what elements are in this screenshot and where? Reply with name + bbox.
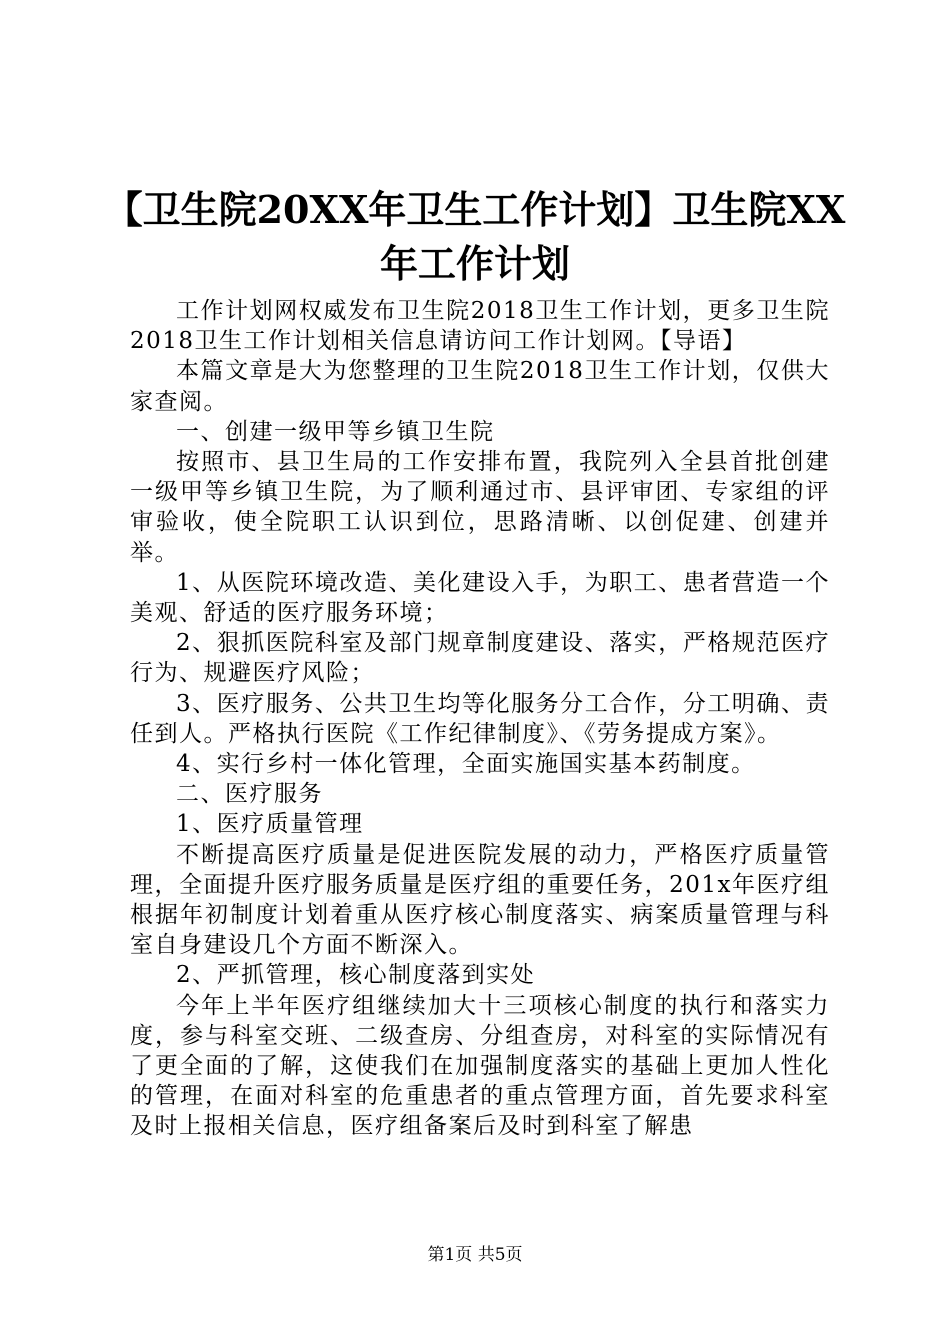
paragraph: 工作计划网权威发布卫生院2018卫生工作计划，更多卫生院2018卫生工作计划相关信息请访问工作计划网。【导语】 (130, 298, 830, 355)
document-title (100, 183, 850, 291)
subsection-heading: 2、严抓管理，核心制度落到实处 (176, 962, 536, 989)
paragraph: 不断提高医疗质量是促进医院发展的动力，严格医疗质量管理，全面提升医疗服务质量是医疗组的重要任务，201x年医疗组根据年初制度计划着重从医疗核心制度落实、病案质量管理与科室自身建设几个方面不断深入。 (130, 841, 830, 959)
document-title-text: 【卫生院20XX年卫生工作计划】卫生院XX年工作计划 (104, 187, 846, 286)
subsection-heading: 1、医疗质量管理 (176, 811, 364, 838)
list-item: 4、实行乡村一体化管理，全面实施国实基本药制度。 (176, 751, 756, 778)
list-item: 3、医疗服务、公共卫生均等化服务分工合作，分工明确、责任到人。严格执行医院《工作纪律制度》、《劳务提成方案》。 (130, 690, 830, 747)
paragraph: 按照市、县卫生局的工作安排布置，我院列入全县首批创建一级甲等乡镇卫生院，为了顺利通过市、县评审团、专家组的评审验收，使全院职工认识到位，思路清晰、以创促建、创建并举。 (130, 449, 830, 566)
section-heading: 二、医疗服务 (176, 781, 323, 808)
page-footer (0, 1244, 950, 1266)
page-number: 第1页 共5页 (427, 1245, 523, 1265)
paragraph: 本篇文章是大为您整理的卫生院2018卫生工作计划，仅供大家查阅。 (130, 358, 830, 415)
section-heading: 一、创建一级甲等乡镇卫生院 (176, 418, 495, 445)
document-body (130, 296, 830, 1142)
list-item: 1、从医院环境改造、美化建设入手，为职工、患者营造一个美观、舒适的医疗服务环境； (130, 569, 830, 627)
paragraph: 今年上半年医疗组继续加大十三项核心制度的执行和落实力度，参与科室交班、二级查房、分组查房，对科室的实际情况有了更全面的了解，这使我们在加强制度落实的基础上更加人性化的管理，在面对科室的危重患者的重点管理方面，首先要求科室及时上报相关信息，医疗组备案后及时到科室了解患 (130, 992, 830, 1140)
list-item: 2、狠抓医院科室及部门规章制度建设、落实，严格规范医疗行为、规避医疗风险； (130, 630, 830, 687)
